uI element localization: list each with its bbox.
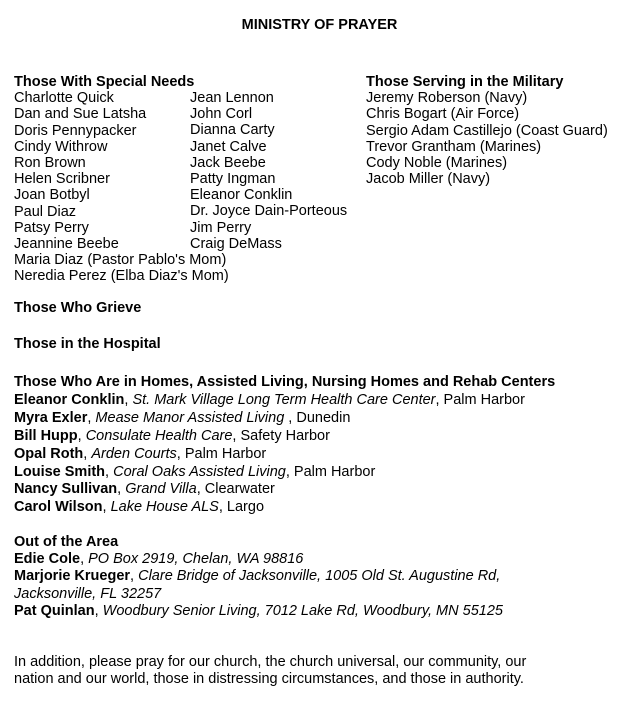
homes-list: [14, 392, 555, 517]
list-item: [14, 446, 555, 464]
separator: ,: [102, 499, 111, 516]
grieve-heading: Those Who Grieve: [14, 300, 142, 316]
list-item: Jack Beebe: [190, 154, 266, 171]
list-item: [14, 568, 503, 585]
person-name: Louise Smith: [14, 463, 106, 480]
person-name: Pat Quinlan: [14, 602, 95, 619]
military-section: [366, 74, 608, 187]
list-item: Ron Brown: [14, 155, 86, 172]
list-item: [14, 428, 555, 446]
out-of-area-heading: Out of the Area: [14, 534, 119, 550]
list-item: Helen Scribner: [14, 171, 110, 188]
list-item: Jeremy Roberson (Navy): [366, 90, 528, 107]
list-item: [14, 464, 555, 482]
list-item: Charlotte Quick: [14, 90, 114, 107]
person-name: Edie Cole: [14, 551, 81, 568]
list-item-continued: [14, 586, 503, 603]
list-item: Maria Diaz (Pastor Pablo's Mom): [14, 252, 227, 269]
person-name: Marjorie Krueger: [14, 568, 131, 585]
city: , Dunedin: [284, 409, 351, 426]
closing-paragraph: [14, 654, 614, 688]
city: , Palm Harbor: [285, 463, 376, 480]
list-item: Janet Calve: [190, 138, 267, 155]
city: , Palm Harbor: [176, 445, 267, 462]
separator: ,: [94, 602, 103, 619]
person-name: Nancy Sullivan: [14, 481, 118, 498]
city: , Safety Harbor: [232, 427, 330, 444]
special-needs-heading: Those With Special Needs: [14, 74, 195, 90]
person-name: Eleanor Conklin: [14, 391, 125, 408]
list-item: Neredia Perez (Elba Diaz's Mom): [14, 268, 229, 285]
facility-name: Arden Courts: [91, 445, 177, 462]
list-item: Trevor Grantham (Marines): [366, 138, 542, 155]
separator: ,: [117, 481, 126, 498]
list-item: Eleanor Conklin: [190, 187, 293, 204]
list-item: Jim Perry: [190, 219, 252, 236]
person-name: Carol Wilson: [14, 499, 103, 516]
list-item: John Corl: [190, 106, 253, 123]
list-item: [14, 481, 555, 499]
list-item: Doris Pennypacker: [14, 122, 137, 139]
list-item: Joan Botbyl: [14, 187, 90, 204]
facility-name: Grand Villa: [125, 481, 197, 498]
separator: ,: [105, 463, 114, 480]
facility-name: Consulate Health Care: [85, 427, 233, 444]
city: , Clearwater: [196, 481, 275, 498]
separator: ,: [130, 568, 139, 585]
list-item: Patsy Perry: [14, 219, 89, 236]
closing-line: nation and our world, those in distressing circumstances, and those in authority.: [14, 671, 524, 687]
address: Woodbury Senior Living, 7012 Lake Rd, Woodbury, MN 55125: [102, 602, 503, 619]
list-item: [14, 392, 555, 410]
separator: ,: [83, 445, 92, 462]
list-item: Jeannine Beebe: [14, 236, 119, 253]
facility-name: Lake House ALS: [110, 499, 219, 516]
list-item: [14, 410, 555, 428]
separator: ,: [77, 427, 86, 444]
person-name: Opal Roth: [14, 445, 84, 462]
facility-name: St. Mark Village Long Term Health Care Center: [132, 391, 436, 408]
list-item: [14, 603, 503, 620]
out-of-area-section: [14, 534, 503, 620]
person-name: Bill Hupp: [14, 427, 78, 444]
out-of-area-list: [14, 551, 503, 620]
page-title: MINISTRY OF PRAYER: [241, 17, 398, 33]
military-list: [366, 90, 608, 187]
list-item: Cody Noble (Marines): [366, 155, 508, 172]
list-item: Sergio Adam Castillejo (Coast Guard): [366, 122, 608, 139]
separator: ,: [87, 409, 96, 426]
list-item: Cindy Withrow: [14, 138, 108, 155]
separator: ,: [80, 551, 89, 568]
closing-line: In addition, please pray for our church, the church universal, our community, our: [14, 654, 527, 670]
list-item: Craig DeMass: [190, 235, 282, 252]
list-item: [14, 499, 555, 517]
list-item: Jean Lennon: [190, 90, 274, 106]
list-item: Paul Diaz: [14, 203, 77, 220]
address: Clare Bridge of Jacksonville, 1005 Old St. Augustine Rd,: [138, 568, 501, 585]
list-item: Chris Bogart (Air Force): [366, 106, 520, 123]
facility-name: Coral Oaks Assisted Living: [113, 463, 286, 480]
address: PO Box 2919, Chelan, WA 98816: [88, 551, 304, 568]
list-item: Dan and Sue Latsha: [14, 106, 147, 123]
city: , Palm Harbor: [435, 391, 525, 408]
separator: ,: [124, 391, 133, 408]
list-item: Dr. Joyce Dain-Porteous: [190, 203, 348, 220]
person-name: Myra Exler: [14, 409, 88, 426]
homes-heading: Those Who Are in Homes, Assisted Living, Nursing Homes and Rehab Centers: [14, 374, 556, 390]
address-line-2: Jacksonville, FL 32257: [14, 585, 162, 602]
special-needs-list-2: [190, 90, 347, 252]
homes-section: [14, 374, 555, 517]
city: , Largo: [218, 499, 265, 516]
military-heading: Those Serving in the Military: [366, 74, 564, 90]
list-item: Patty Ingman: [190, 171, 276, 188]
list-item: Jacob Miller (Navy): [366, 171, 491, 188]
list-item: [14, 551, 503, 568]
list-item: Dianna Carty: [190, 122, 275, 139]
hospital-heading: Those in the Hospital: [14, 336, 161, 352]
facility-name: Mease Manor Assisted Living: [95, 409, 285, 426]
